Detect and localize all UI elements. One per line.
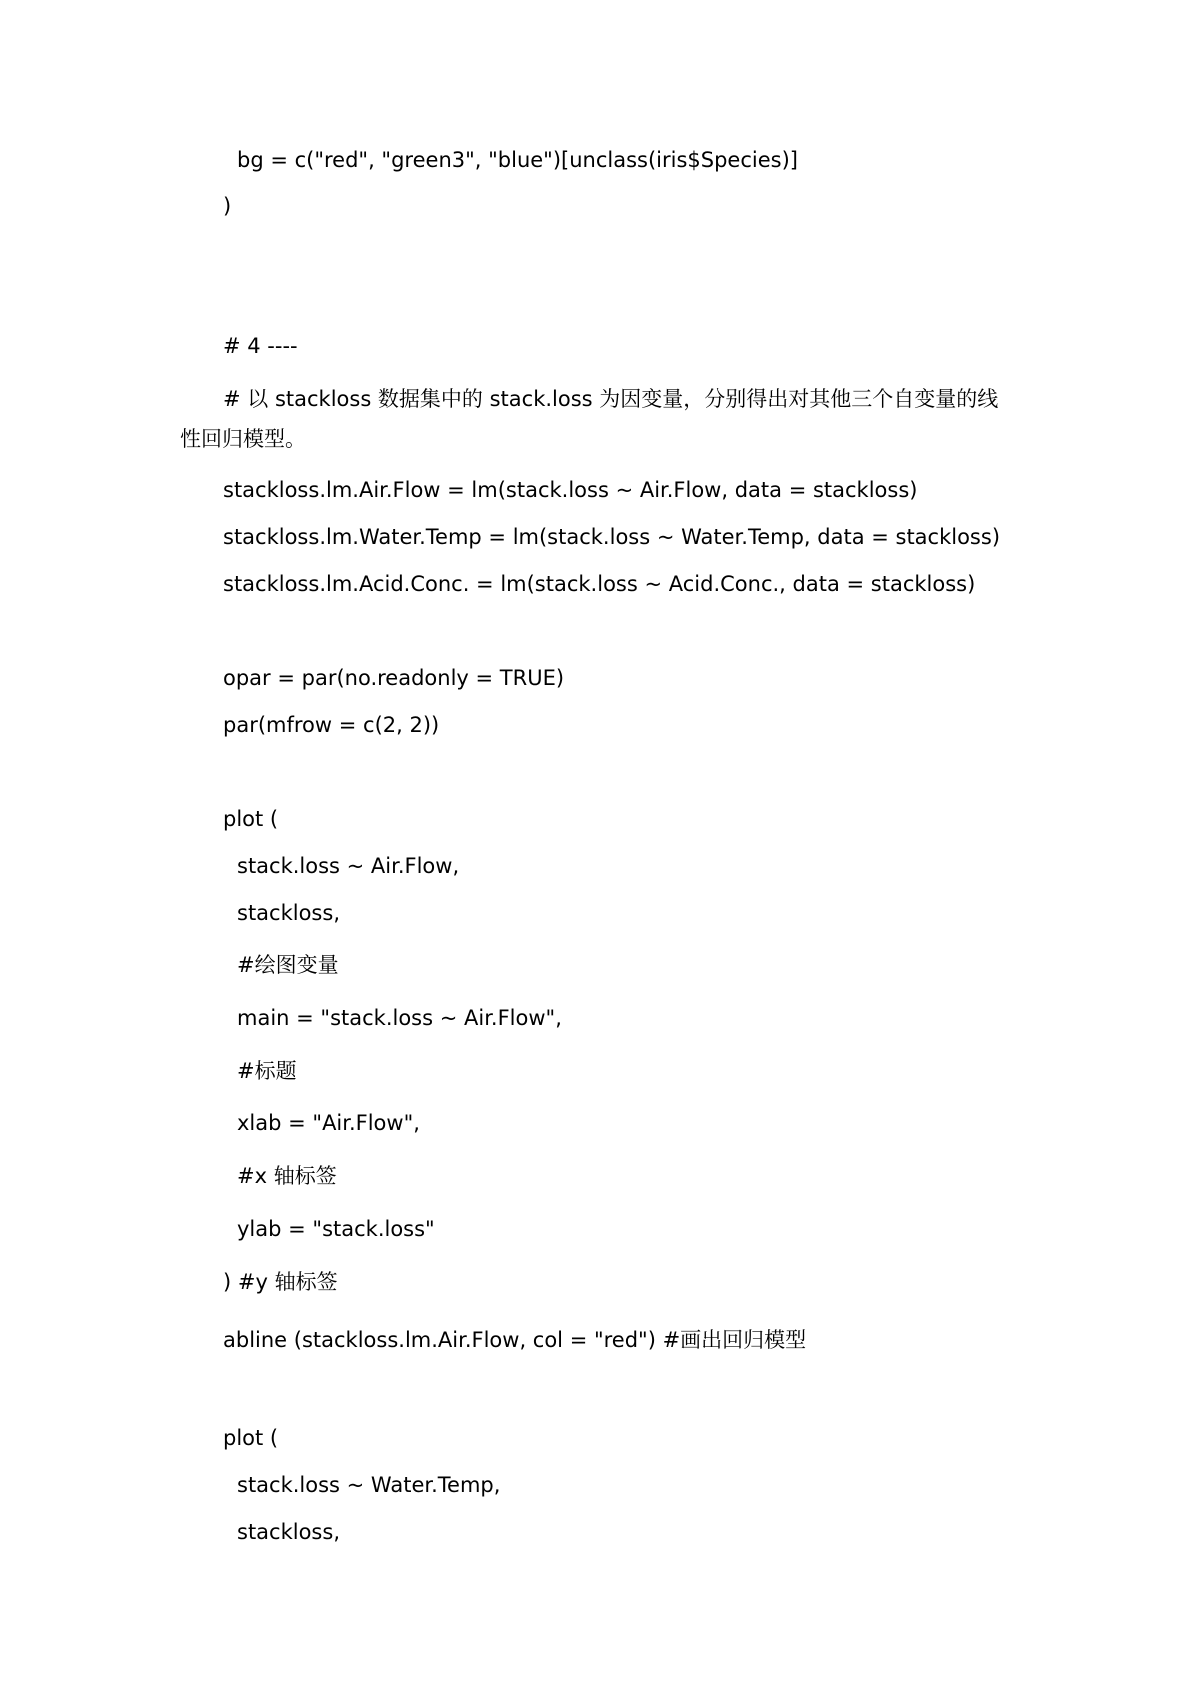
code-comment-continuation: 性回归模型。 — [180, 427, 306, 451]
code-line: stackloss, — [237, 901, 340, 925]
code-line: stack.loss ~ Water.Temp, — [237, 1473, 501, 1497]
code-line: stackloss.lm.Air.Flow = lm(stack.loss ~ Air.Flow, data = stackloss) — [223, 478, 918, 502]
code-line: stack.loss ~ Air.Flow, — [237, 854, 460, 878]
code-line: plot ( — [223, 1426, 279, 1450]
code-comment: #标题 — [237, 1059, 297, 1083]
code-comment: # 以 stackloss 数据集中的 stack.loss 为因变量，分别得出对其他三个自变量的线 — [223, 387, 999, 411]
code-line: abline (stackloss.lm.Air.Flow, col = "red") #画出回归模型 — [223, 1328, 807, 1352]
code-line: par(mfrow = c(2, 2)) — [223, 713, 440, 737]
code-line: bg = c("red", "green3", "blue")[unclass(iris$Species)] — [237, 148, 798, 172]
code-line: ) — [223, 194, 232, 218]
code-line: opar = par(no.readonly = TRUE) — [223, 666, 565, 690]
code-comment: #绘图变量 — [237, 953, 339, 977]
code-comment: # 4 ---- — [223, 334, 298, 358]
code-line: plot ( — [223, 807, 279, 831]
code-comment: #x 轴标签 — [237, 1164, 337, 1188]
code-line: ylab = "stack.loss" — [237, 1217, 435, 1241]
code-line: xlab = "Air.Flow", — [237, 1111, 420, 1135]
code-line: stackloss, — [237, 1520, 340, 1544]
code-line: main = "stack.loss ~ Air.Flow", — [237, 1006, 562, 1030]
code-line: stackloss.lm.Water.Temp = lm(stack.loss ~ Water.Temp, data = stackloss) — [223, 525, 1001, 549]
code-line: ) #y 轴标签 — [223, 1270, 338, 1294]
code-line: stackloss.lm.Acid.Conc. = lm(stack.loss ~ Acid.Conc., data = stackloss) — [223, 572, 976, 596]
